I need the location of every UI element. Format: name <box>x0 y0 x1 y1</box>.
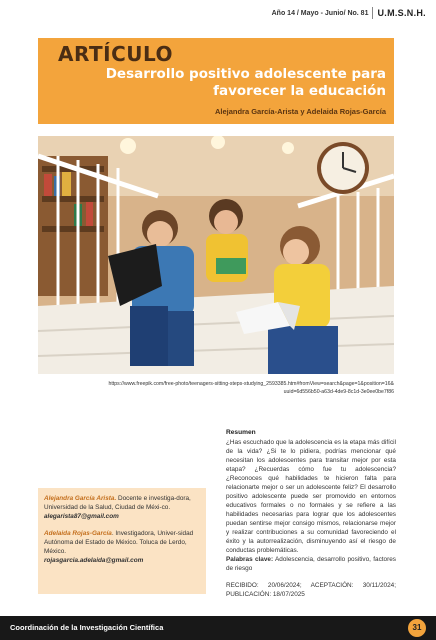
author-2-email[interactable]: rojasgarcia.adelaida@gmail.com <box>44 557 144 564</box>
article-photo <box>38 136 394 374</box>
keywords <box>226 555 396 573</box>
author-1-email[interactable]: alegarista87@gmail.com <box>44 513 119 520</box>
publication-dates: RECIBIDO: 20/06/2024; ACEPTACIÓN: 30/11/2024; PUBLICACIÓN: 18/07/2025 <box>226 582 396 598</box>
photo-credit-line1: https://www.freepik.com/free-photo/teenagers-sitting-steps-studying_2593385.htm#fromView=search&page=1&position=16& <box>108 381 394 387</box>
page-footer <box>0 616 436 640</box>
abstract-section <box>226 428 396 599</box>
students-on-stairs-illustration <box>38 136 394 374</box>
keywords-label: Palabras clave: <box>226 556 274 563</box>
author-2-affiliation: . Investigadora, Univer-sidad Autónoma del Estado de México. Toluca de Lerdo, México. <box>44 530 194 555</box>
article-title-line2: favorecer la educación <box>213 83 386 99</box>
header-divider <box>372 7 373 19</box>
article-authors: Alejandra García-Arista y Adelaida Rojas-García <box>214 107 386 116</box>
journal-name: U.M.S.N.H. <box>377 8 426 18</box>
article-title <box>86 66 386 100</box>
author-1-affiliation: Docente e investiga-dora, Universidad de la Salud, Ciudad de Méxi-co. <box>44 495 191 511</box>
article-banner <box>38 38 394 124</box>
article-title-line1: Desarrollo positivo adolescente para <box>105 66 386 82</box>
issue-header <box>272 6 426 20</box>
issue-text: Año 14 / Mayo - Junio/ No. 81 <box>271 9 369 17</box>
author-2-name: Adelaida Rojas-García <box>44 530 112 537</box>
photo-credit-line2: uuid=6d556b50-a63d-4de9-8c1d-3e0ee0be7f86 <box>283 389 394 395</box>
author-1-name: Alejandra García Arista. <box>44 495 117 502</box>
author-1 <box>44 494 200 521</box>
footer-label: Coordinación de la Investigación Científica <box>10 623 164 632</box>
keywords-text: Adolescencia, desarrollo positivo, factores de riesgo <box>226 556 396 572</box>
photo-credit <box>38 380 394 396</box>
article-kind: ARTÍCULO <box>58 42 174 66</box>
author-2 <box>44 529 200 565</box>
page-number: 31 <box>408 619 426 637</box>
abstract-text: ¿Has escuchado que la adolescencia es la etapa más difícil de la vida? ¿Si te lo pidiera, podrías mencionar qué necesitan los adolescentes para transitar mejor por esta etapa? ¿Recuerdas cómo fue tu adolescencia? ¿Reconoces qué habilidades te hicieron falta para relacionarte mejor o ser un adolescente feliz? El desarrollo positivo adolescente puede ser promovido en entornos educativos formales o no formales y se refiere a las habilidades necesarias para lograr que los adolescentes puedan sentirse mejor consigo mismos, relacionarse mejor y realizar contribuciones a su comunidad favoreciendo el éxito y la autorrealización, disminuyendo así el riesgo de conductas problemáticas. <box>226 439 396 554</box>
author-info-box <box>38 488 206 594</box>
abstract-heading: Resumen <box>226 429 256 436</box>
